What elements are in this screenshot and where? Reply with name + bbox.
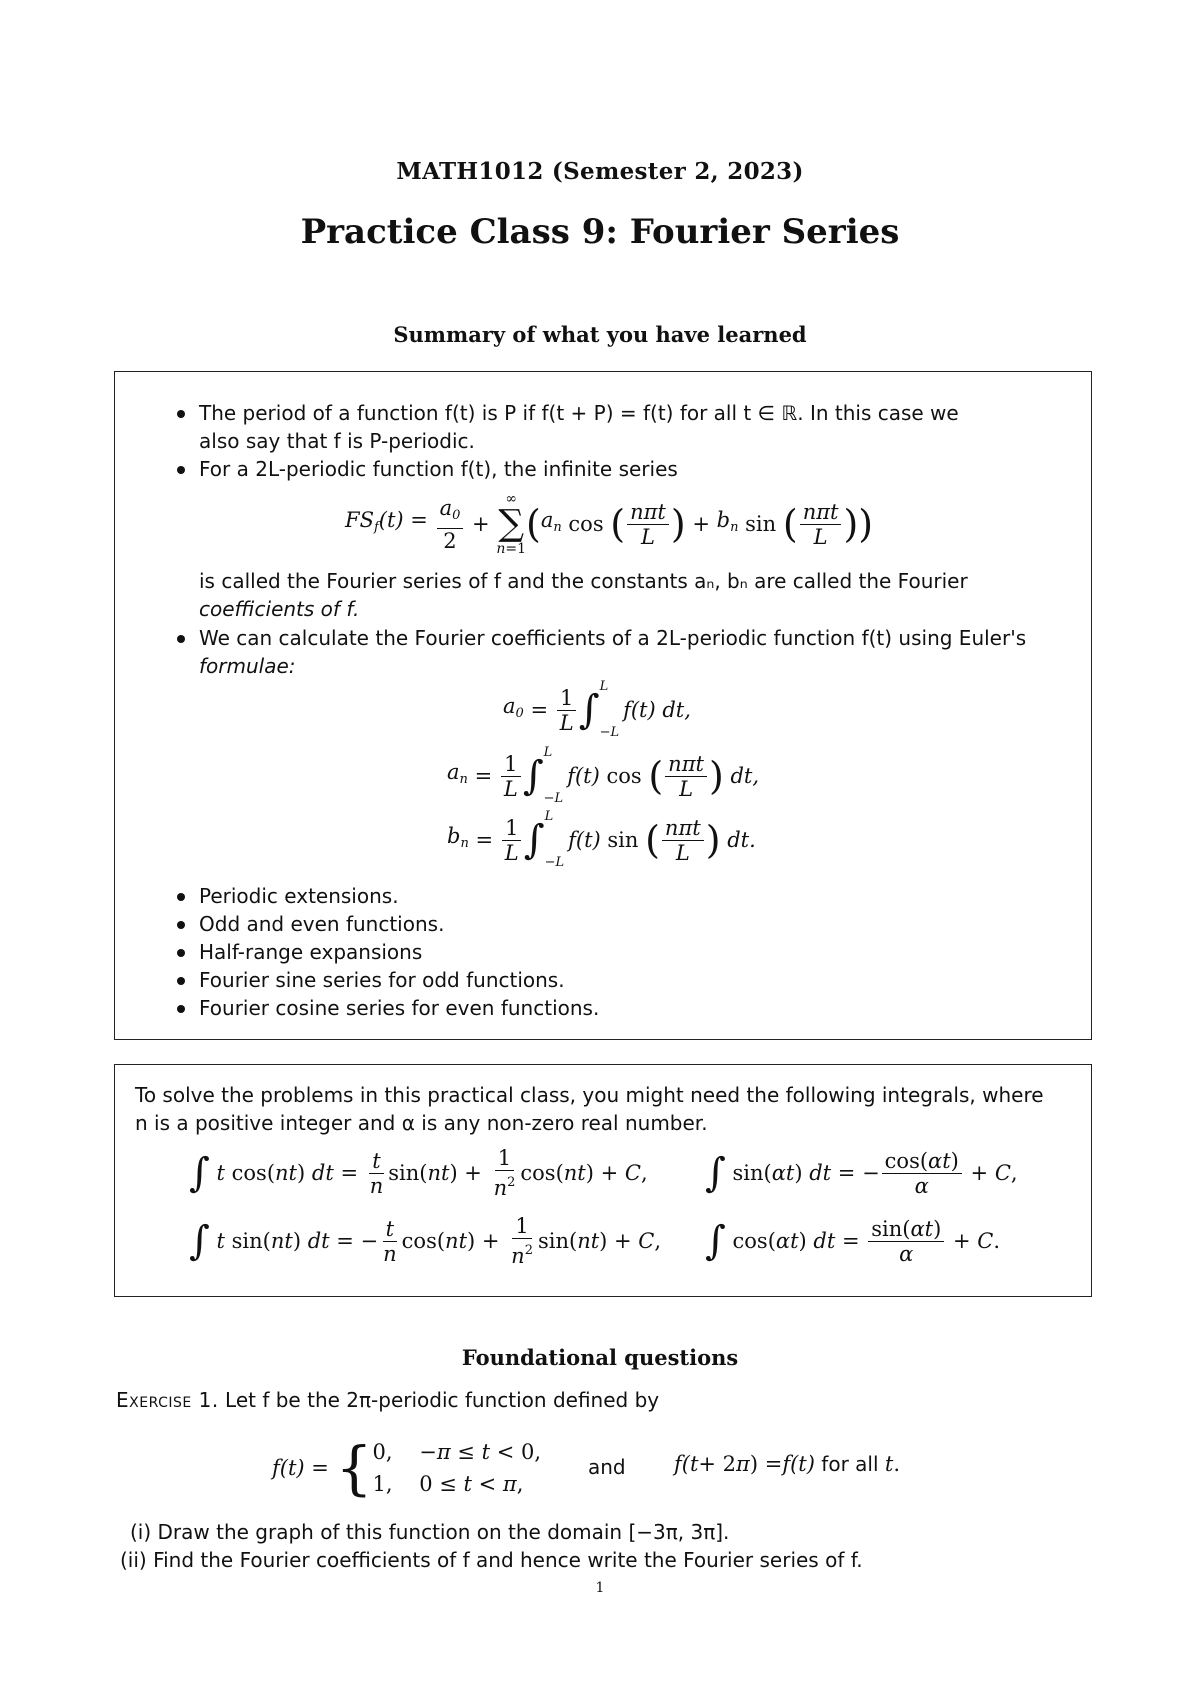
bullet-icon	[177, 1005, 185, 1013]
list-item: Fourier sine series for odd functions.	[199, 968, 565, 992]
and-text: and	[588, 1455, 626, 1479]
integral-t-cos: ∫ t cos( nt ) dt = $\frac{t}{n}$ sin( nt ) + $\frac{1}{n^2}$ cos( nt ) + C ,	[189, 1146, 648, 1200]
summary-heading: Summary of what you have learned	[393, 322, 807, 347]
integral-t-sin: ∫ t sin( nt ) dt = − $\frac{t}{n}$ cos( nt ) + $\frac{1}{n^2}$ sin( nt ) + C ,	[189, 1214, 662, 1268]
integrals-intro-line1: To solve the problems in this practical class, you might need the following integrals, where	[135, 1083, 1044, 1107]
bullet-odd-even	[199, 910, 1069, 938]
fourier-series-formula: $FS_f(t)$ = $\frac{a_0}{2}$ + ∞ ∑ n=1 ( $a_n$ cos ( $\frac{\text{nπt}}{L}$ ) + $b_n$ sin ( $\frac{\text{nπt}}{L}$ ) )	[345, 491, 874, 557]
exercise-label: Exercise 1.	[116, 1388, 219, 1412]
foundational-heading: Foundational questions	[461, 1345, 739, 1370]
bullet-sine-series	[199, 966, 1069, 994]
periodicity-condition: f(t + 2 π ) = f(t) for all t .	[674, 1452, 901, 1476]
integral-sin-alpha: ∫ sin( αt ) dt = − $\frac{\cos(\alpha t)}{\alpha}$ + C ,	[705, 1148, 1018, 1198]
bullet-series-after-line2: coefficients of f.	[199, 597, 360, 621]
list-item: Fourier cosine series for even functions.	[199, 996, 600, 1020]
bullet-series-text: For a 2L-periodic function f(t), the infinite series	[199, 457, 678, 481]
bullet-series-continued	[199, 567, 1069, 623]
bullet-cosine-series	[199, 994, 1069, 1022]
bullet-period	[199, 399, 1069, 455]
formula-a0: $a_0$ = $\frac{1}{L}$ ∫ L −L f(t) dt,	[503, 679, 691, 740]
bullet-icon	[177, 410, 185, 418]
list-item: Periodic extensions.	[199, 884, 399, 908]
bullet-icon	[177, 949, 185, 957]
integrals-intro-line2: n is a positive integer and α is any non-zero real number.	[135, 1111, 708, 1135]
bullet-icon	[177, 921, 185, 929]
bullet-icon	[177, 977, 185, 985]
formula-an: $a_n$ = $\frac{1}{L}$ ∫ L −L f(t) cos ( $\frac{\text{nπt}}{L}$ ) dt,	[447, 745, 759, 806]
bullet-icon	[177, 635, 185, 643]
integral-cos-alpha: ∫ cos( αt ) dt = $\frac{\sin(\alpha t)}{\alpha}$ + C .	[705, 1216, 1001, 1266]
bullet-half-range	[199, 938, 1069, 966]
bullet-series-after-line1: is called the Fourier series of f and the constants aₙ, bₙ are called the Fourier	[199, 569, 968, 593]
piecewise-function: f(t) = { 0, −π ≤ t < 0, 1, 0 ≤ t < π,	[272, 1434, 542, 1502]
question-i: (i) Draw the graph of this function on the domain [−3π, 3π].	[130, 1520, 730, 1544]
page-number: 1	[595, 1580, 605, 1596]
bullet-euler	[199, 624, 1069, 680]
exercise-1	[116, 1388, 659, 1412]
page-title: Practice Class 9: Fourier Series	[300, 212, 900, 252]
bullet-period-line2: also say that f is P-periodic.	[199, 429, 475, 453]
bullet-icon	[177, 466, 185, 474]
question-ii: (ii) Find the Fourier coefficients of f and hence write the Fourier series of f.	[120, 1548, 863, 1572]
formula-bn: $b_n$ = $\frac{1}{L}$ ∫ L −L f(t) sin ( $\frac{\text{nπt}}{L}$ ) dt.	[447, 809, 756, 870]
bullet-icon	[177, 893, 185, 901]
summary-box	[114, 371, 1092, 1040]
bullet-euler-line1: We can calculate the Fourier coefficients of a 2L-periodic function f(t) using Euler's	[199, 626, 1027, 650]
bullet-period-line1: The period of a function f(t) is P if f(t + P) = f(t) for all t ∈ ℝ. In this case we	[199, 401, 959, 425]
list-item: Half-range expansions	[199, 940, 423, 964]
integrals-box	[114, 1064, 1092, 1297]
exercise-text: Let f be the 2π-periodic function defined by	[225, 1388, 660, 1412]
bullet-euler-line2: formulae:	[199, 654, 296, 678]
list-item: Odd and even functions.	[199, 912, 445, 936]
bullet-series	[199, 455, 1069, 483]
course-header: MATH1012 (Semester 2, 2023)	[396, 158, 804, 185]
bullet-periodic-extensions	[199, 882, 1069, 910]
